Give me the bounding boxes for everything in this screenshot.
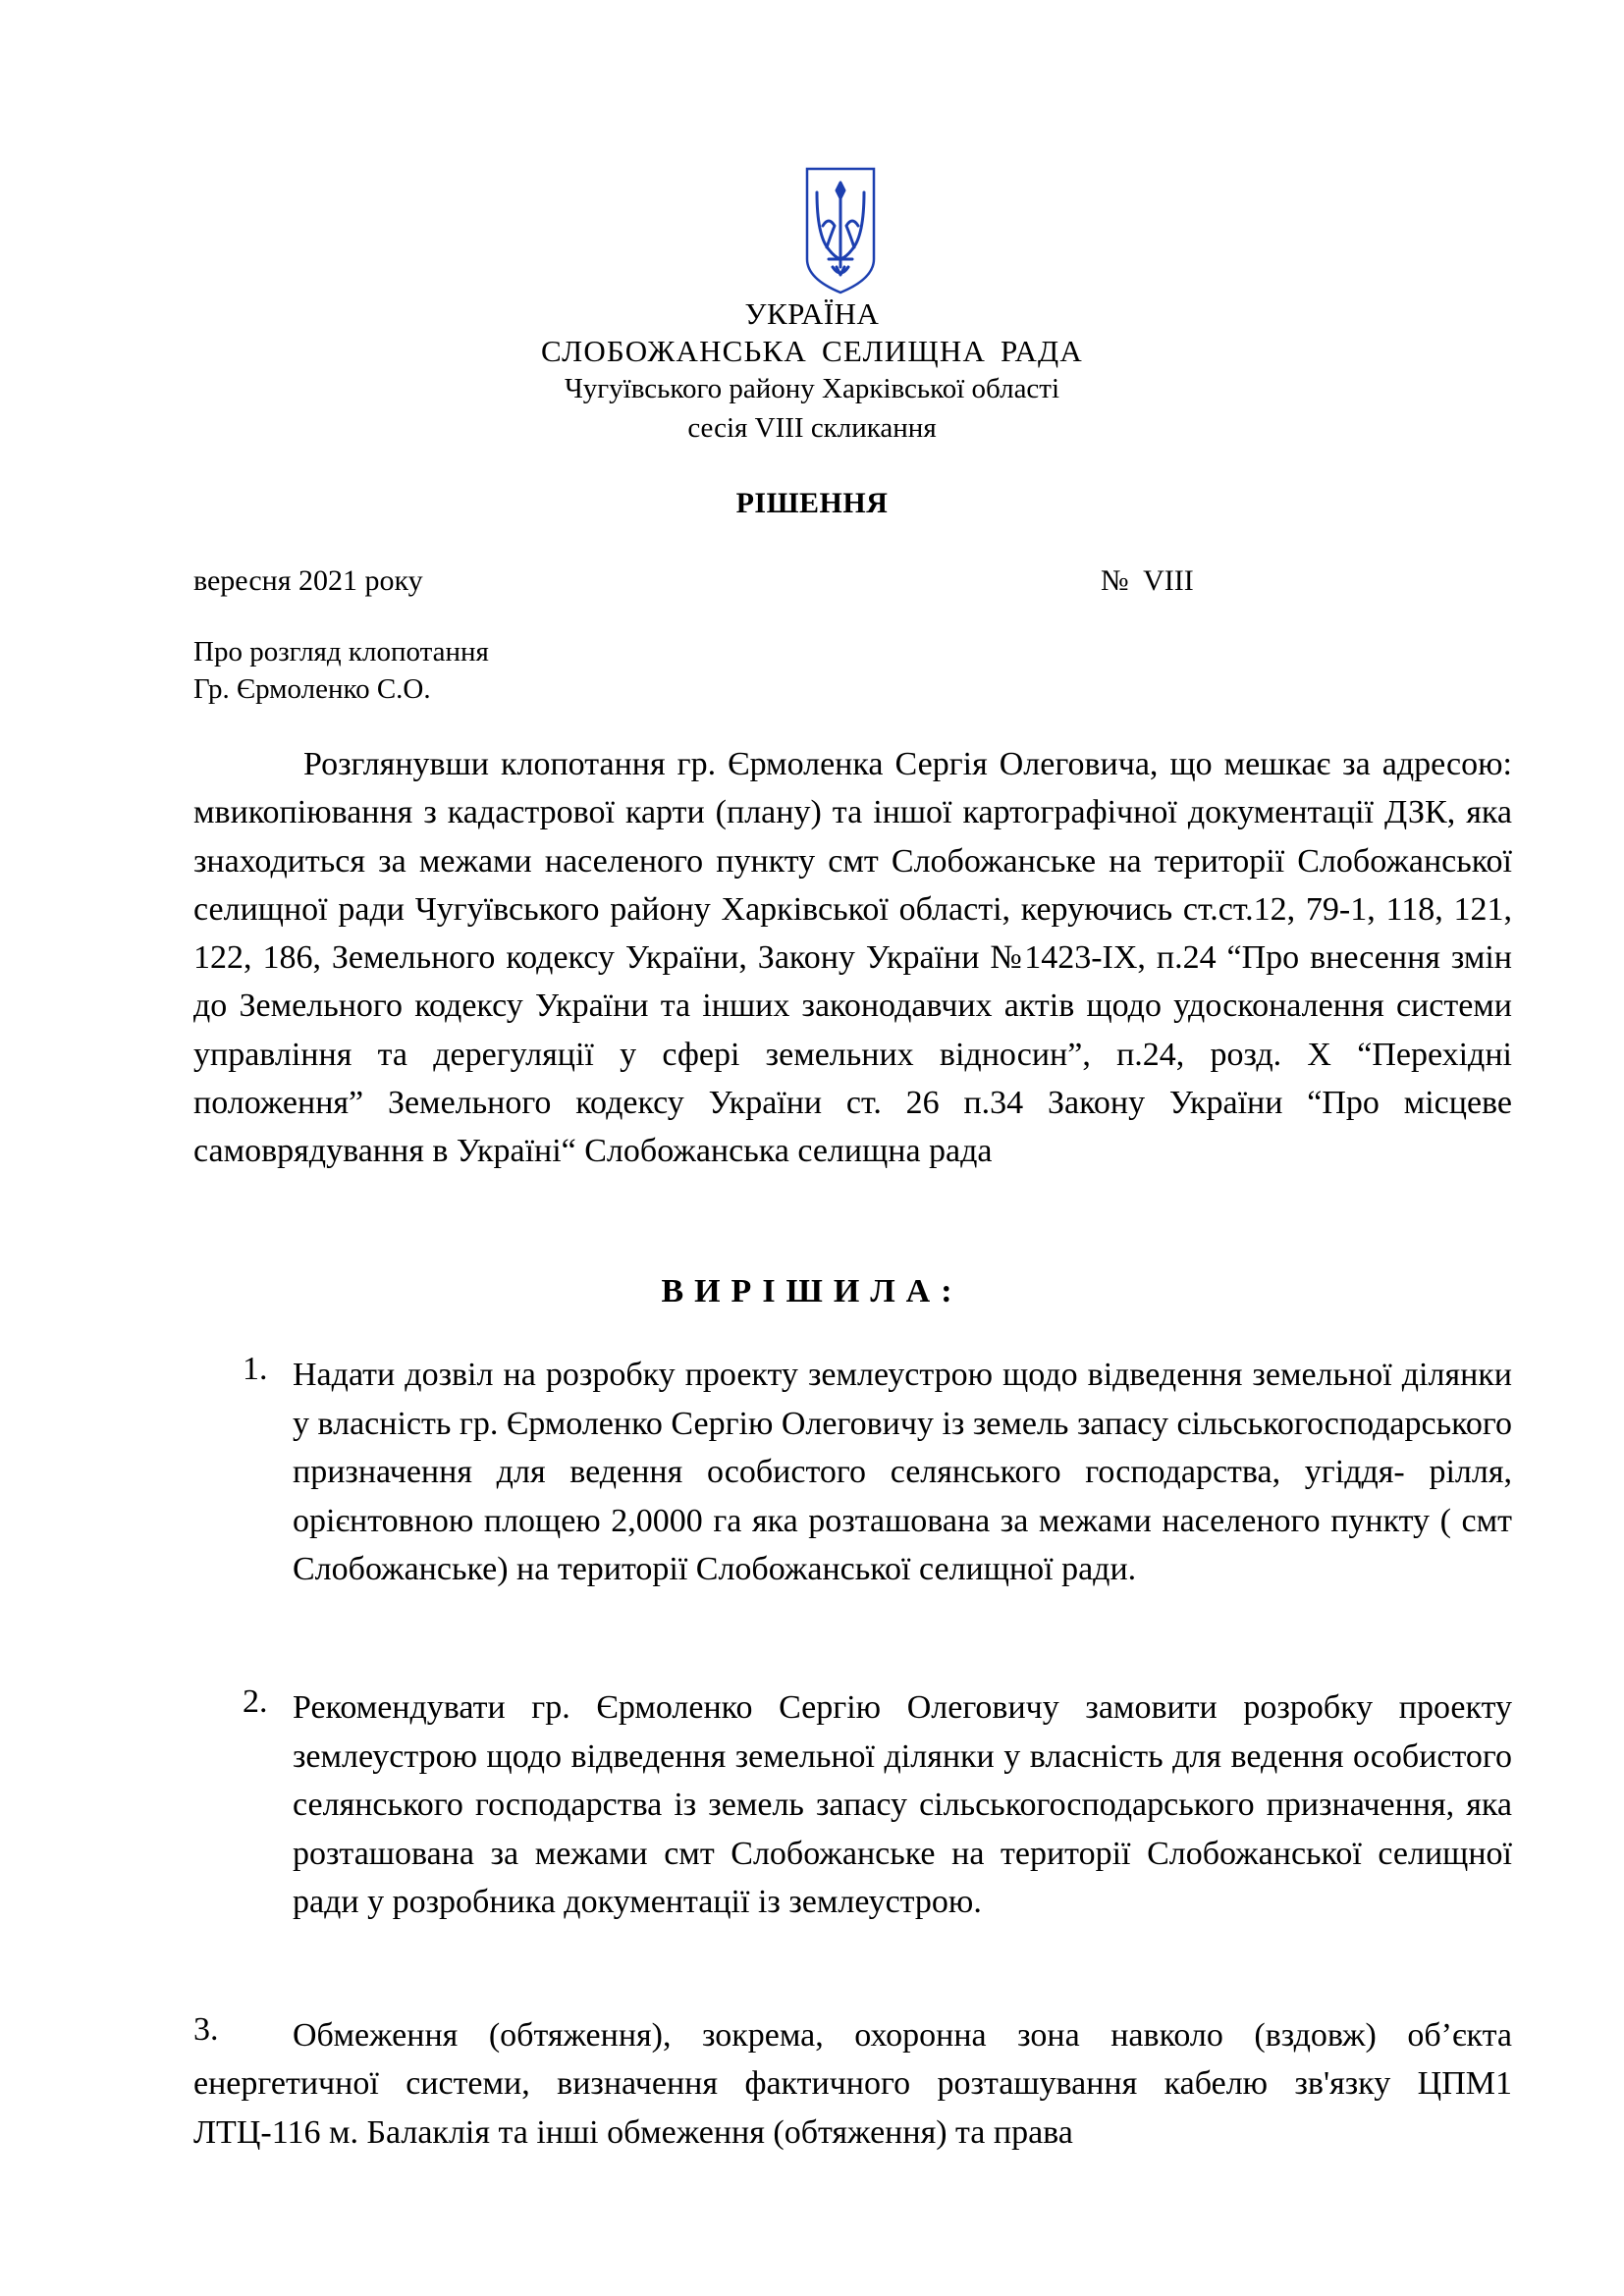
preamble-paragraph: Розглянувши клопотання гр. Єрмоленка Сергія Олеговича, що мешкає за адресою: мвикопіювання з кадастрової карти (плану) та іншої картографічної документації ДЗК, яка знаходиться за межами населеного пункту смт Слобожанське на території Слобожанської селищної ради Чугуївського району Харківської області, керуючись ст.ст.12, 79-1, 118, 121, 122, 186, Земельного кодексу України, Закону України №1423-IX, п.24 “Про внесення змін до Земельного кодексу України та інших законодавчих актів щодо удосконалення системи управління та дерегуляції у сфері земельних відносин”, п.24, розд. Х “Перехідні положення” Земельного кодексу України ст. 26 п.34 Закону України “Про місцеве самоврядування в Україні“ Слобожанська селищна рада	[193, 746, 1512, 1170]
item-text-1: Надати дозвіл на розробку проекту землеустрою щодо відведення земельної ділянки у власність гр. Єрмоленко Сергію Олеговичу із земель запасу сільськогосподарського призначення для ведення особистого селянського господарства, угіддя- рілля, орієнтовною площею 2,0000 га яка розташована за межами населеного пункту ( смт Слобожанське) на території Слобожанської селищної ради.	[293, 1357, 1512, 1587]
item-number-3: 3.	[193, 2011, 219, 2048]
item-number-1: 1.	[243, 1351, 268, 1387]
subject-line-1: Про розгляд клопотання	[193, 636, 489, 667]
resolved-heading: ВИРІШИЛА:	[661, 1273, 963, 1309]
item-text-3: Обмеження (обтяження), зокрема, охоронна зона навколо (вздовж) об’єкта енергетичної системи, визначення фактичного розташування кабелю зв'язку ЦПМ1 ЛТЦ-116 м. Балаклія та інші обмеження (обтяження) та права	[193, 2017, 1512, 2151]
decision-date: вересня 2021 року	[193, 564, 423, 597]
header-council: СЛОБОЖАНСЬКА СЕЛИЩНА РАДА	[541, 334, 1083, 368]
subject-line-2: Гр. Єрмоленко С.О.	[193, 673, 431, 705]
item-text-2: Рекомендувати гр. Єрмоленко Сергію Олеговичу замовити розробку проекту землеустрою щодо відведення земельної ділянки у власність для ведення особистого селянського господарства із земель запасу сільськогосподарського призначення, яка розташована за межами смт Слобожанське на території Слобожанської селищної ради у розробника документації із землеустрою.	[293, 1689, 1512, 1920]
header-country: УКРАЇНА	[744, 296, 880, 331]
header-session: сесія VIII скликання	[687, 412, 937, 444]
decision-number: № VIII	[1101, 564, 1194, 597]
trident-emblem-icon	[803, 165, 878, 296]
decision-title: РІШЕННЯ	[735, 487, 889, 519]
header-district: Чугуївського району Харківської області	[564, 373, 1060, 404]
decision-subject	[193, 633, 489, 708]
item-number-2: 2.	[243, 1683, 268, 1720]
